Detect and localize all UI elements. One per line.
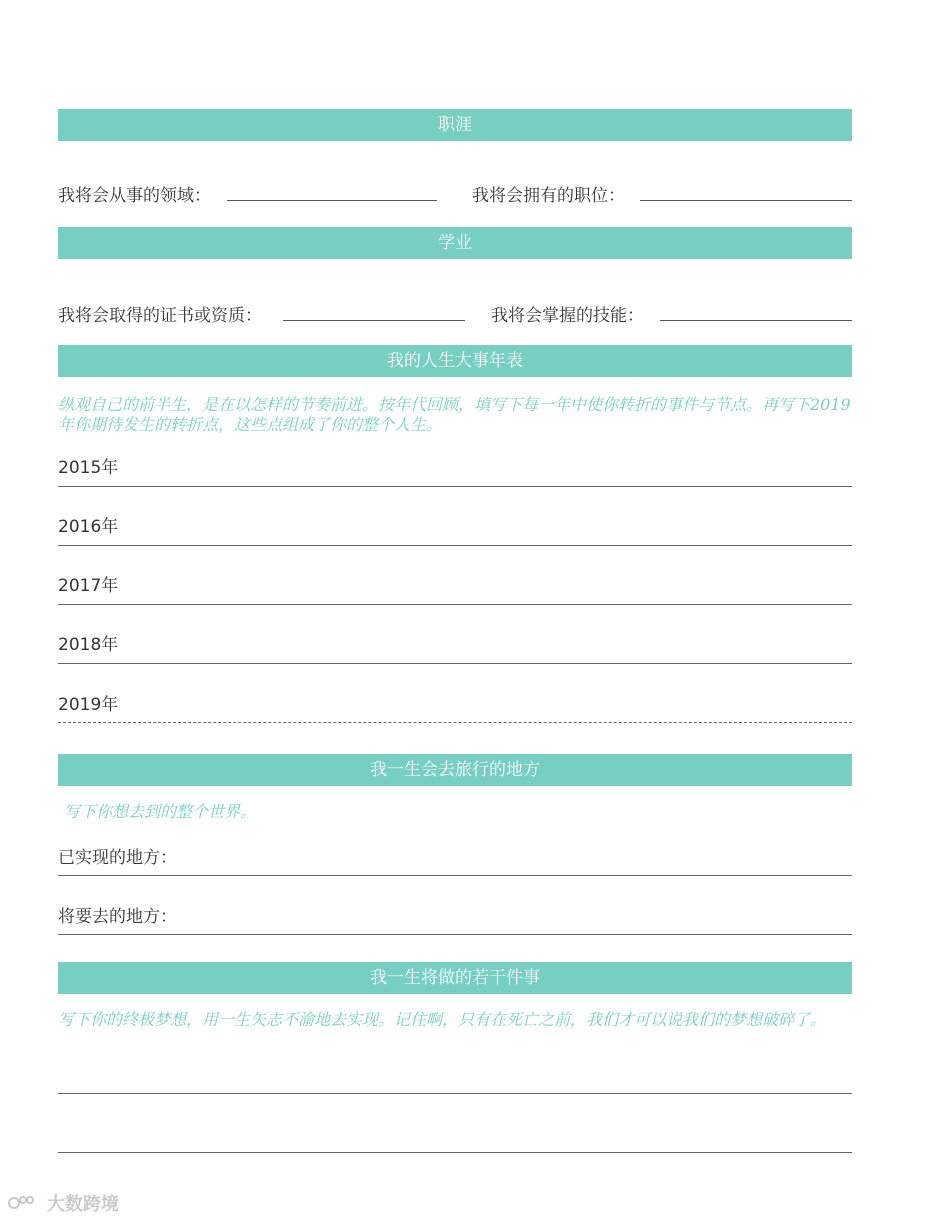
timeline-dashed-line[interactable] (58, 722, 852, 723)
weibo-icon (8, 1198, 43, 1214)
career-header: 职涯 (58, 109, 852, 141)
bucket-line[interactable] (58, 1093, 852, 1094)
timeline-line[interactable] (58, 545, 852, 546)
timeline-year: 2019年 (58, 695, 119, 715)
timeline-line[interactable] (58, 663, 852, 664)
travel-todo-line[interactable] (58, 934, 852, 935)
timeline-line[interactable] (58, 604, 852, 605)
timeline-line[interactable] (58, 486, 852, 487)
travel-hint: 写下你想去到的整个世界。 (64, 802, 257, 821)
bucket-hint: 写下你的终极梦想，用一生矢志不渝地去实现。记住啊，只有在死亡之前，我们才可以说我们的梦想破碎了。 (58, 1010, 827, 1029)
career-position-input[interactable] (640, 200, 852, 201)
career-field-input[interactable] (227, 200, 437, 201)
study-cert-label: 我将会取得的证书或资质： (58, 306, 262, 326)
study-cert-input[interactable] (283, 320, 465, 321)
travel-done-line[interactable] (58, 875, 852, 876)
study-header: 学业 (58, 227, 852, 259)
travel-header: 我一生会去旅行的地方 (58, 754, 852, 786)
career-field-label: 我将会从事的领域： (58, 186, 211, 206)
timeline-year: 2016年 (58, 517, 119, 537)
study-skill-input[interactable] (660, 320, 852, 321)
timeline-year: 2018年 (58, 635, 119, 655)
timeline-year: 2017年 (58, 576, 119, 596)
watermark (8, 1190, 119, 1216)
watermark-text: 大数跨境 (46, 1194, 119, 1215)
bucket-line[interactable] (58, 1152, 852, 1153)
travel-todo-label: 将要去的地方： (58, 907, 177, 927)
study-skill-label: 我将会掌握的技能： (491, 306, 644, 326)
career-position-label: 我将会拥有的职位： (472, 186, 625, 206)
travel-done-label: 已实现的地方： (58, 848, 177, 868)
bucket-header: 我一生将做的若干件事 (58, 962, 852, 994)
timeline-hint: 纵观自己的前半生，是在以怎样的节奏前进。按年代回顾，填写下每一年中使你转折的事件与节点。再写下2019年你期待发生的转折点，这些点组成了你的整个人生。 (58, 395, 851, 434)
timeline-year: 2015年 (58, 458, 119, 478)
timeline-header: 我的人生大事年表 (58, 345, 852, 377)
